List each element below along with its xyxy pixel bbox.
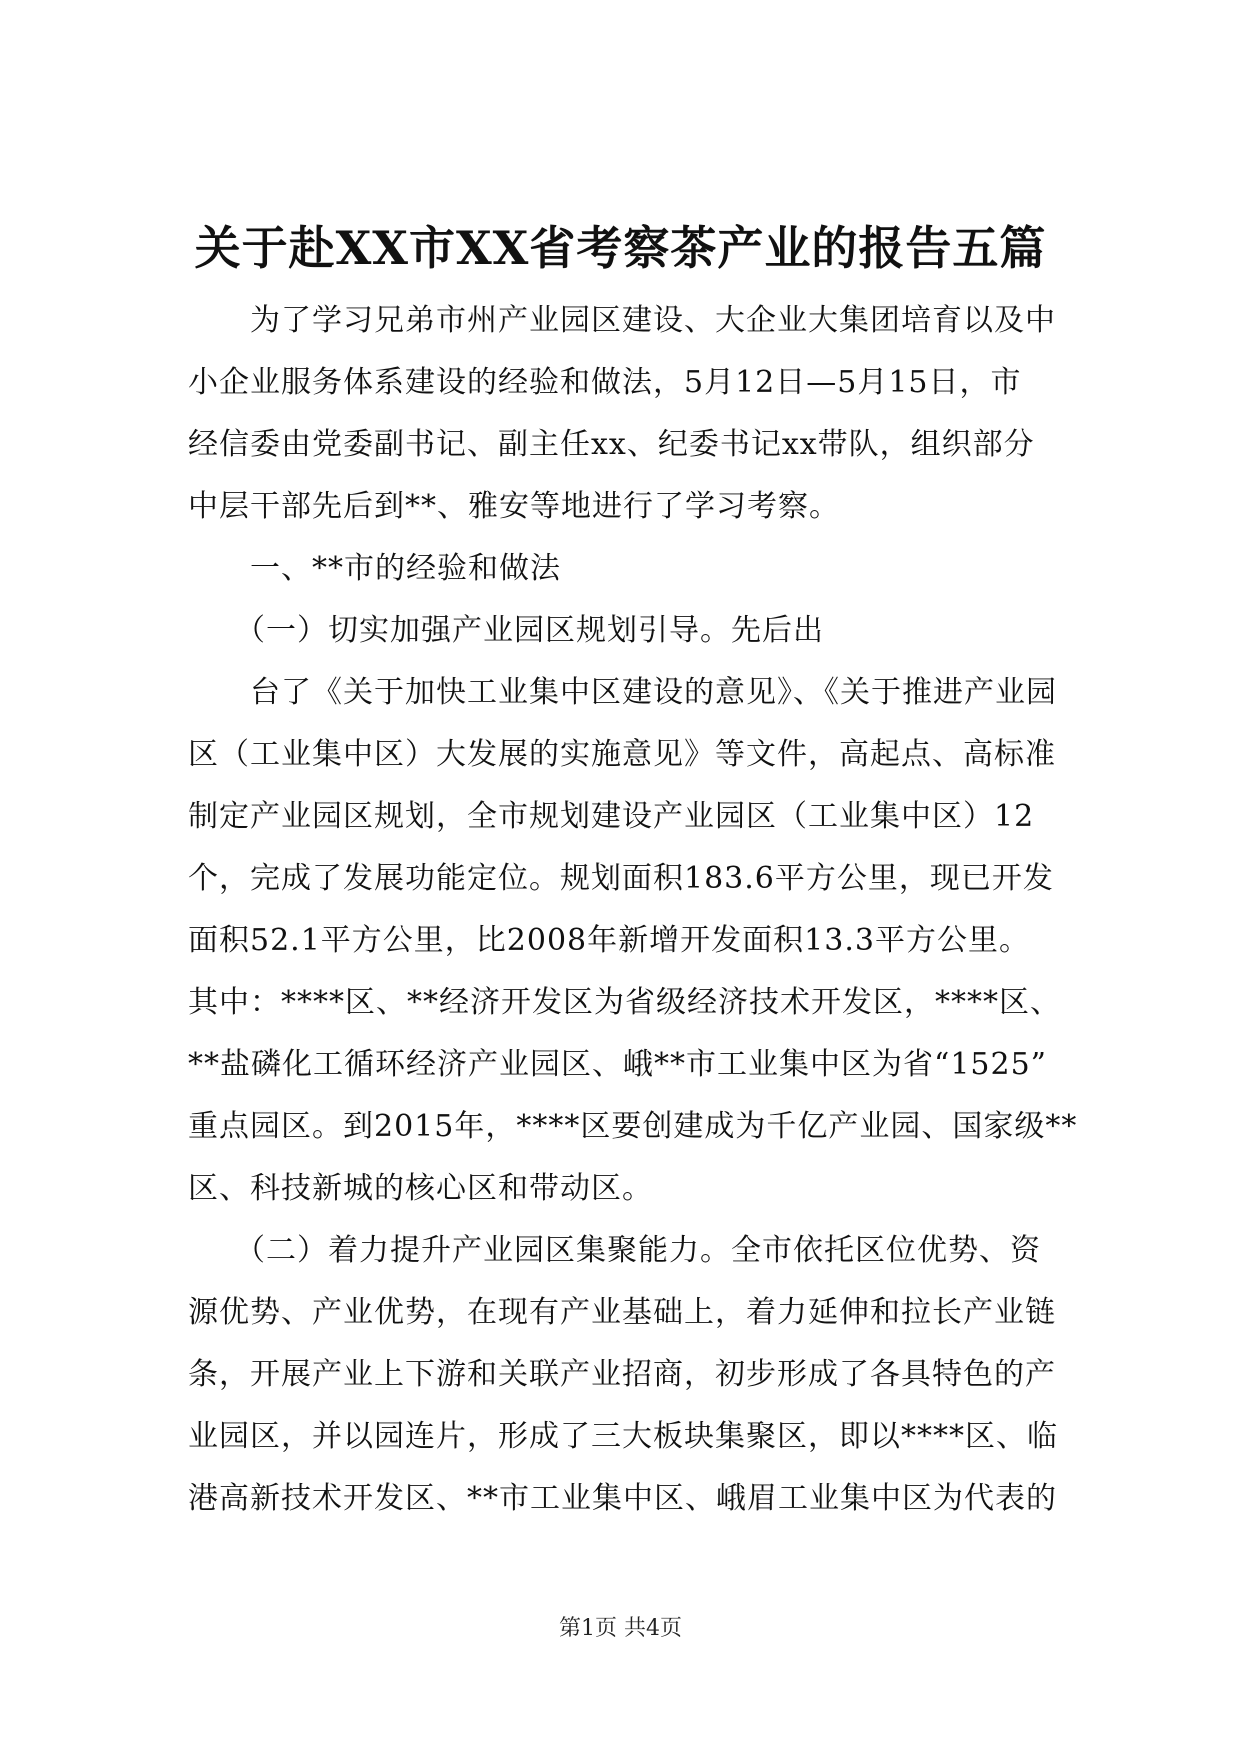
body-line: 台了《关于加快工业集中区建设的意见》、《关于推进产业园 [188,675,1057,710]
body-line: 个，完成了发展功能定位。规划面积183.6平方公里，现已开发 [188,861,1054,896]
body-line: 源优势、产业优势，在现有产业基础上，着力延伸和拉长产业链 [188,1295,1056,1330]
body-line: 业园区，并以园连片，形成了三大板块集聚区，即以****区、临 [188,1419,1058,1454]
body-line: 面积52.1平方公里，比2008年新增开发面积13.3平方公里。 [188,923,1030,958]
section-heading: 一、**市的经验和做法 [188,551,561,586]
body-line: 小企业服务体系建设的经验和做法，5月12日—5月15日，市 [188,365,1022,400]
body-line: 经信委由党委副书记、副主任xx、纪委书记xx带队，组织部分 [188,427,1035,462]
body-line: 重点园区。到2015年，****区要创建成为千亿产业园、国家级** [188,1109,1078,1144]
body-line: 港高新技术开发区、**市工业集中区、峨眉工业集中区为代表的 [188,1481,1057,1516]
document-body [188,290,1088,1530]
body-line: 区、科技新城的核心区和带动区。 [188,1171,653,1206]
body-line: 其中：****区、**经济开发区为省级经济技术开发区，****区、 [188,985,1061,1020]
body-line: 中层干部先后到**、雅安等地进行了学习考察。 [188,489,840,524]
subsection-heading: （一）切实加强产业园区规划引导。先后出 [188,613,824,648]
body-line: 区（工业集中区）大发展的实施意见》等文件，高起点、高标准 [188,737,1056,772]
subsection-heading: （二）着力提升产业园区集聚能力。全市依托区位优势、资 [188,1233,1041,1268]
body-line: 条，开展产业上下游和关联产业招商，初步形成了各具特色的产 [188,1357,1056,1392]
document-title: 关于赴XX市XX省考察茶产业的报告五篇 [194,221,1047,275]
body-line: **盐磷化工循环经济产业园区、峨**市工业集中区为省“1525” [188,1047,1048,1082]
page-number-footer: 第1页 共4页 [559,1616,682,1641]
body-line: 为了学习兄弟市州产业园区建设、大企业大集团培育以及中 [188,303,1056,338]
body-line: 制定产业园区规划，全市规划建设产业园区（工业集中区）12 [188,799,1035,834]
